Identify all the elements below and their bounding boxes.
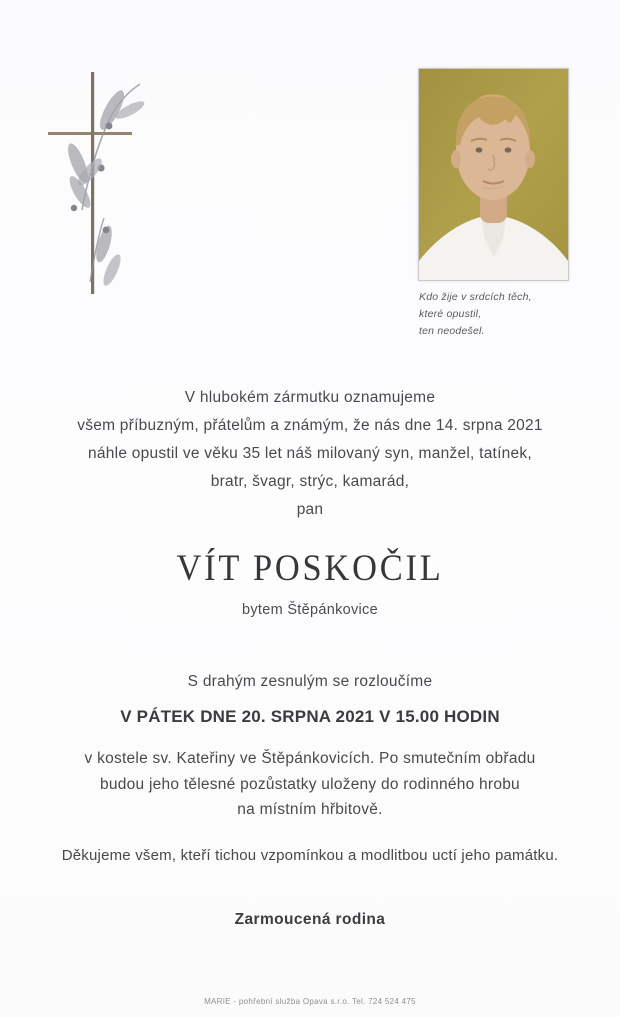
portrait-photo <box>418 68 569 281</box>
deceased-name: VÍT POSKOČIL <box>176 548 444 589</box>
family-signature: Zarmoucená rodina <box>234 911 386 928</box>
announcement-line: bratr, švagr, strýc, kamarád, <box>210 473 410 490</box>
announcement-text <box>0 384 620 524</box>
announcement-line: všem příbuzným, přátelům a známým, že nás dne 14. srpna 2021 <box>77 417 543 434</box>
announcement-line-pan: pan <box>296 501 324 518</box>
farewell-datetime: V PÁTEK DNE 20. SRPNA 2021 V 15.00 HODIN <box>120 707 500 726</box>
farewell-details <box>0 746 620 823</box>
farewell-details-line: budou jeho tělesné pozůstatky uloženy do rodinného hrobu <box>100 775 520 793</box>
funeral-service-footer: MARIE - pohřební služba Opava s.r.o. Tel. 724 524 475 <box>204 997 416 1006</box>
portrait-image <box>419 69 568 280</box>
quote-line: které opustil, <box>419 308 482 320</box>
announcement-line: V hlubokém zármutku oznamujeme <box>184 389 436 406</box>
deceased-residence: bytem Štěpánkovice <box>242 602 378 618</box>
farewell-intro: S drahým zesnulým se rozloučíme <box>187 673 433 690</box>
farewell-details-line: v kostele sv. Kateřiny ve Štěpánkovicích. Po smutečním obřadu <box>84 750 536 767</box>
thanks-line: Děkujeme všem, kteří tichou vzpomínkou a modlitbou uctí jeho památku. <box>61 847 559 864</box>
farewell-details-line: na místním hřbitově. <box>237 801 383 818</box>
quote-line: Kdo žije v srdcích těch, <box>419 291 532 303</box>
cross-leaf-ornament <box>38 68 150 300</box>
quote-line: ten neodešel. <box>419 325 485 337</box>
announcement-line: náhle opustil ve věku 35 let náš milovaný syn, manžel, tatínek, <box>88 445 532 462</box>
memorial-quote <box>419 289 589 340</box>
cross-icon <box>38 68 150 300</box>
